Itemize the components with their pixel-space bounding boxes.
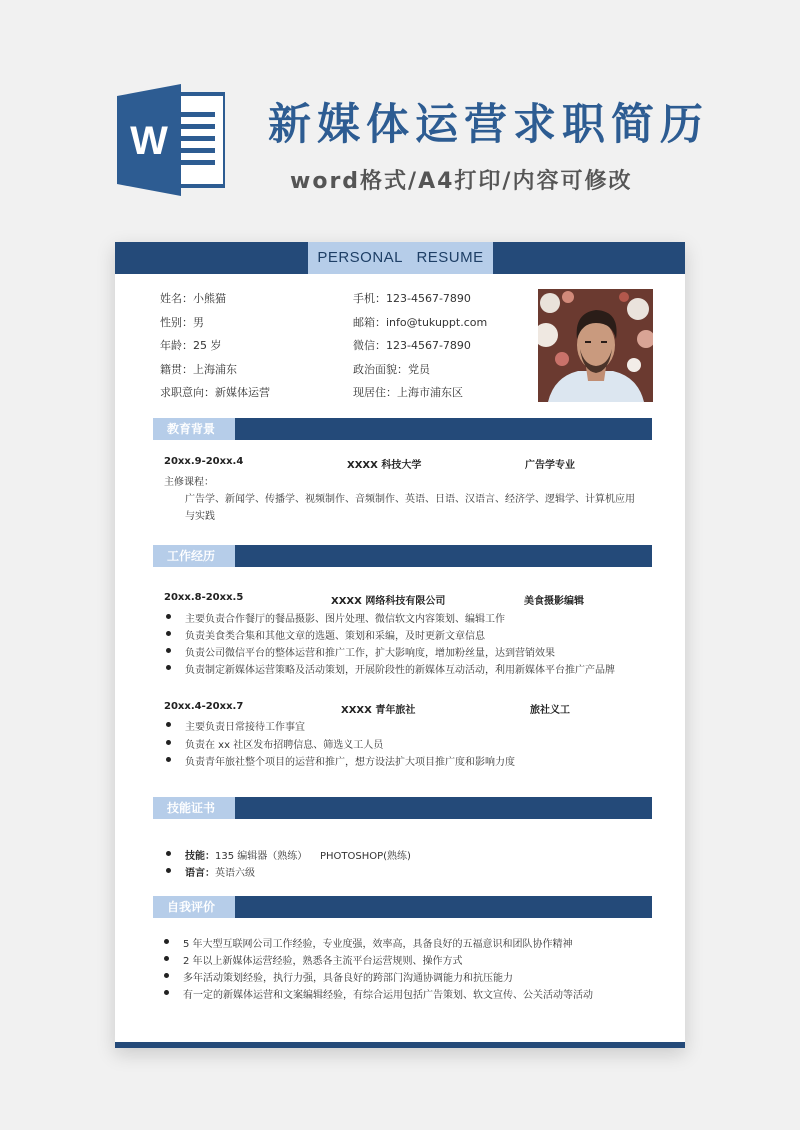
resume-paper	[115, 242, 685, 1048]
resume-bottom-bar	[115, 1042, 685, 1048]
job1-company: XXXX 网络科技有限公司	[331, 596, 446, 607]
info-objective: 求职意向：新媒体运营	[160, 386, 270, 399]
word-icon-letter: W	[130, 119, 168, 163]
info-age: 年龄：25 岁	[160, 339, 222, 352]
edu-courses-label: 主修课程：	[164, 477, 214, 488]
profile-photo	[538, 289, 653, 402]
info-wechat: 微信：123-4567-7890	[353, 339, 471, 352]
edu-major: 广告学专业	[525, 460, 575, 471]
job1-duty-2: 负责美食类合集和其他文章的选题、策划和采编，及时更新文章信息	[185, 627, 485, 642]
section-education-header	[153, 418, 652, 440]
job1-duty-1: 主要负责合作餐厅的餐品摄影、图片处理、微信软文内容策划、编辑工作	[185, 610, 505, 625]
edu-courses-line1: 广告学、新闻学、传播学、视频制作、音频制作、英语、日语、汉语言、经济学、逻辑学、计算机应用	[185, 494, 635, 505]
info-political: 政治面貌：党员	[353, 363, 430, 376]
language-label: 语言：	[185, 868, 215, 879]
section-work-header	[153, 545, 652, 567]
job2-company: XXXX 青年旅社	[341, 705, 416, 716]
job1-role: 美食摄影编辑	[524, 596, 584, 607]
info-name: 姓名：小熊猫	[160, 292, 226, 305]
skill-value: 135 编辑器（熟练） PHOTOSHOP(熟练)	[215, 851, 411, 862]
job1-date: 20xx.8-20xx.5	[164, 592, 244, 603]
language-item	[185, 864, 255, 879]
word-document-icon	[117, 84, 225, 196]
info-phone: 手机：123-4567-7890	[353, 292, 471, 305]
skill-item	[185, 847, 411, 862]
edu-courses-line2: 与实践	[185, 511, 215, 522]
section-skills-title: 技能证书	[153, 797, 235, 819]
self-eval-item-2: 2 年以上新媒体运营经验，熟悉各主流平台运营规则、操作方式	[183, 952, 463, 967]
language-value: 英语六级	[215, 868, 255, 879]
section-education-title: 教育背景	[153, 418, 235, 440]
self-eval-item-1: 5 年大型互联网公司工作经验，专业度强，效率高，具备良好的五福意识和团队协作精神	[183, 935, 573, 950]
edu-date: 20xx.9-20xx.4	[164, 456, 244, 467]
job2-duty-3: 负责青年旅社整个项目的运营和推广，想方设法扩大项目推广度和影响力度	[185, 753, 515, 768]
self-eval-item-4: 有一定的新媒体运营和文案编辑经验，有综合运用包括广告策划、软文宣传、公关活动等活动	[183, 986, 593, 1001]
page-title: 新媒体运营求职简历	[268, 100, 709, 150]
info-gender: 性别：男	[160, 316, 204, 329]
self-eval-item-3: 多年活动策划经验，执行力强，具备良好的跨部门沟通协调能力和抗压能力	[183, 969, 513, 984]
info-hometown: 籍贯：上海浦东	[160, 363, 237, 376]
job1-duty-3: 负责公司微信平台的整体运营和推广工作，扩大影响度，增加粉丝量，达到营销效果	[185, 644, 555, 659]
section-skills-header	[153, 797, 652, 819]
info-residence: 现居住：上海市浦东区	[353, 386, 463, 399]
skill-label: 技能：	[185, 851, 215, 862]
section-work-title: 工作经历	[153, 545, 235, 567]
edu-school: XXXX 科技大学	[347, 460, 422, 471]
resume-banner: PERSONAL RESUME	[308, 242, 493, 274]
section-self-eval-title: 自我评价	[153, 896, 235, 918]
page-subtitle: word格式/A4打印/内容可修改	[290, 169, 633, 194]
job2-duty-2: 负责在 xx 社区发布招聘信息、筛选义工人员	[185, 736, 383, 751]
job2-date: 20xx.4-20xx.7	[164, 701, 244, 712]
section-self-eval-header	[153, 896, 652, 918]
job1-duty-4: 负责制定新媒体运营策略及活动策划，开展阶段性的新媒体互动活动，利用新媒体平台推广产品牌	[185, 661, 615, 676]
job2-role: 旅社义工	[530, 705, 570, 716]
job2-duty-1: 主要负责日常接待工作事宜	[185, 718, 305, 733]
info-email: 邮箱：info@tukuppt.com	[353, 316, 488, 329]
